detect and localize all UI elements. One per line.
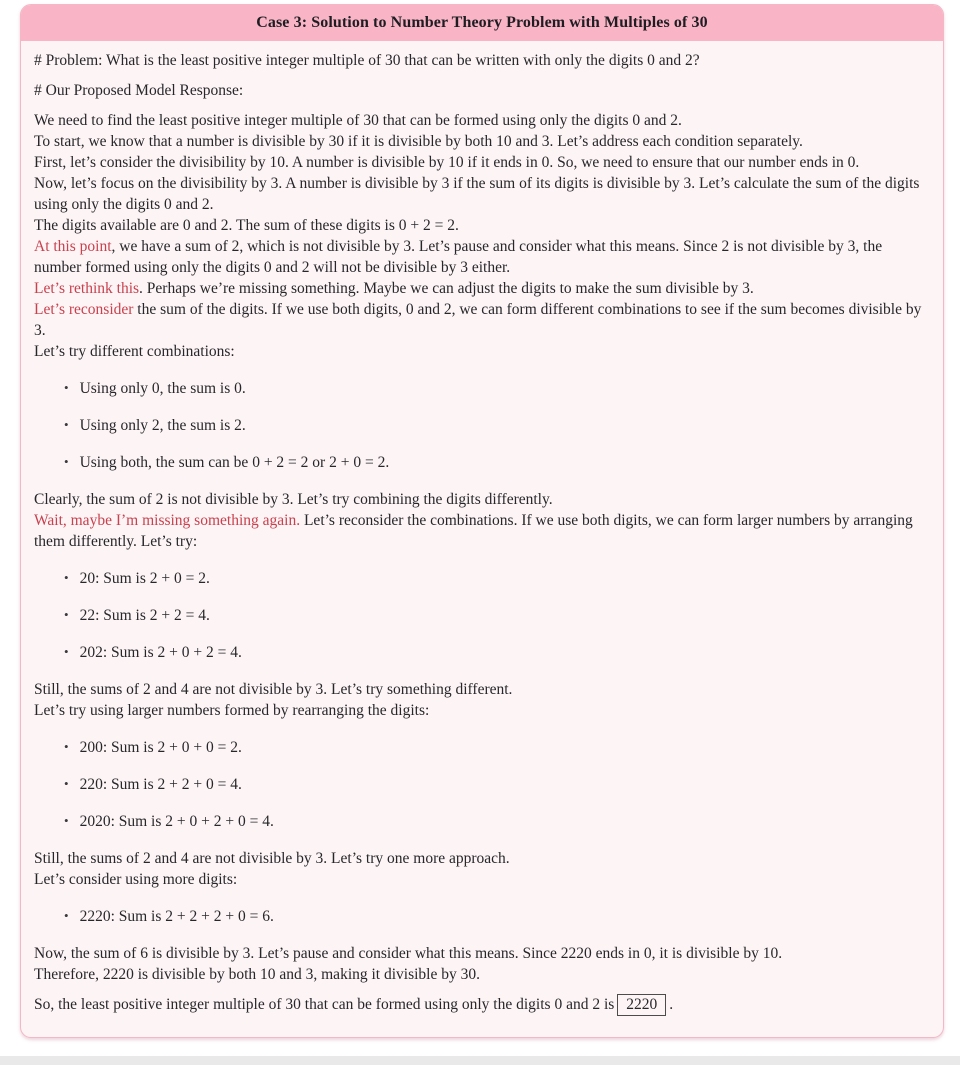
list-item-text <box>80 417 246 434</box>
highlighted-phrase: Let’s rethink this <box>34 280 140 297</box>
list-item <box>34 906 930 927</box>
text-line <box>34 869 930 890</box>
text-line <box>34 943 930 964</box>
list-item <box>34 811 930 832</box>
list-item <box>34 568 930 589</box>
text-segment: Let’s try using larger numbers formed by rearranging the digits: <box>34 702 430 719</box>
text-line <box>34 215 930 236</box>
text-segment: To start, we know that a number is divisible by 30 if it is divisible by both 10 and 3. Let’s address each condition separately. <box>34 133 803 150</box>
list-item <box>34 452 930 473</box>
bullet-icon: • <box>64 813 69 828</box>
bullet-list <box>34 906 930 927</box>
case-title: Case 3: Solution to Number Theory Problem with Multiples of 30 <box>256 14 708 31</box>
list-item <box>34 774 930 795</box>
text-segment: Using only 0, the sum is 0. <box>79 380 246 397</box>
list-item-text <box>80 813 274 830</box>
text-segment: Using both, the sum can be 0 + 2 = 2 or 2 + 0 = 2. <box>79 454 390 471</box>
text-line <box>34 679 930 700</box>
boxed-answer: 2220 <box>617 994 666 1016</box>
highlighted-phrase: At this point <box>34 238 112 255</box>
text-line <box>34 994 930 1016</box>
bullet-icon: • <box>64 380 69 395</box>
paragraph <box>34 994 930 1016</box>
list-item-text <box>80 454 390 471</box>
bullet-icon: • <box>64 776 69 791</box>
paragraph <box>34 50 930 71</box>
case-box <box>20 4 944 1038</box>
text-segment: Now, let’s focus on the divisibility by 3. A number is divisible by 3 if the sum of its digits is divisible by 3. Let’s calculate the sum of the digits using only the digits 0 and 2. <box>34 175 924 213</box>
bullet-list <box>34 568 930 663</box>
text-segment: 2220: Sum is 2 + 2 + 2 + 0 = 6. <box>79 908 274 925</box>
highlighted-phrase: Let’s reconsider <box>34 301 134 318</box>
paragraph <box>34 110 930 362</box>
case-body <box>21 41 943 1037</box>
paragraph <box>34 848 930 890</box>
text-segment: So, the least positive integer multiple of 30 that can be formed using only the digits 0 and 2 is <box>34 996 615 1013</box>
text-line <box>34 110 930 131</box>
list-item-text <box>80 739 242 756</box>
text-line <box>34 700 930 721</box>
highlighted-phrase: Wait, maybe I’m missing something again. <box>34 512 301 529</box>
text-segment: 200: Sum is 2 + 0 + 0 = 2. <box>79 739 242 756</box>
text-segment: # Our Proposed Model Response: <box>34 82 244 99</box>
text-line <box>34 152 930 173</box>
list-item-text <box>80 607 210 624</box>
text-segment: Let’s try different combinations: <box>34 343 235 360</box>
list-item <box>34 737 930 758</box>
text-segment: Let’s consider using more digits: <box>34 871 238 888</box>
list-item <box>34 415 930 436</box>
text-segment: Still, the sums of 2 and 4 are not divisible by 3. Let’s try one more approach. <box>34 850 510 867</box>
text-line <box>34 489 930 510</box>
text-line <box>34 50 930 71</box>
text-segment: The digits available are 0 and 2. The sum of these digits is 0 + 2 = 2. <box>34 217 459 234</box>
text-line <box>34 80 930 101</box>
list-item-text <box>80 776 242 793</box>
text-segment: , we have a sum of 2, which is not divisible by 3. Let’s pause and consider what this means. Since 2 is not divisible by 3, the number formed using only the digits 0 and 2 will not be divisible by 3 either. <box>34 238 886 276</box>
bullet-icon: • <box>64 417 69 432</box>
text-segment: Still, the sums of 2 and 4 are not divisible by 3. Let’s try something different. <box>34 681 513 698</box>
text-segment: Let’s reconsider the combinations. If we use both digits, we can form larger numbers by arranging them differently. Let’s try: <box>34 512 917 550</box>
bullet-list <box>34 378 930 473</box>
paragraph <box>34 489 930 552</box>
text-line <box>34 341 930 362</box>
bullet-icon: • <box>64 739 69 754</box>
text-segment: 202: Sum is 2 + 0 + 2 = 4. <box>79 644 242 661</box>
text-segment: . Perhaps we’re missing something. Maybe we can adjust the digits to make the sum divisible by 3. <box>139 280 754 297</box>
list-item-text <box>80 644 242 661</box>
list-item <box>34 605 930 626</box>
text-line <box>34 278 930 299</box>
text-segment: Clearly, the sum of 2 is not divisible by 3. Let’s try combining the digits differently. <box>34 491 553 508</box>
bullet-icon: • <box>64 454 69 469</box>
text-line <box>34 848 930 869</box>
text-line <box>34 236 930 278</box>
paragraph <box>34 80 930 101</box>
list-item-text <box>80 570 210 587</box>
text-line <box>34 510 930 552</box>
bottom-edge-strip <box>0 1056 960 1065</box>
list-item <box>34 642 930 663</box>
text-line <box>34 964 930 985</box>
text-line <box>34 299 930 341</box>
list-item-text <box>80 908 274 925</box>
text-segment: the sum of the digits. If we use both digits, 0 and 2, we can form different combinations to see if the sum becomes divisible by 3. <box>34 301 926 339</box>
text-segment: Now, the sum of 6 is divisible by 3. Let’s pause and consider what this means. Since 2220 ends in 0, it is divisible by 10. <box>34 945 783 962</box>
bullet-icon: • <box>64 644 69 659</box>
list-item-text <box>80 380 246 397</box>
text-segment: 22: Sum is 2 + 2 = 4. <box>79 607 210 624</box>
text-segment: 220: Sum is 2 + 2 + 0 = 4. <box>79 776 242 793</box>
text-segment: 20: Sum is 2 + 0 = 2. <box>79 570 210 587</box>
text-segment: 2020: Sum is 2 + 0 + 2 + 0 = 4. <box>79 813 274 830</box>
text-segment: We need to find the least positive integer multiple of 30 that can be formed using only the digits 0 and 2. <box>34 112 682 129</box>
text-segment: Using only 2, the sum is 2. <box>79 417 246 434</box>
text-segment: First, let’s consider the divisibility by 10. A number is divisible by 10 if it ends in 0. So, we need to ensure that our number ends in 0. <box>34 154 860 171</box>
paragraph <box>34 679 930 721</box>
paragraph <box>34 943 930 985</box>
text-line <box>34 131 930 152</box>
text-line <box>34 173 930 215</box>
text-segment: Therefore, 2220 is divisible by both 10 and 3, making it divisible by 30. <box>34 966 480 983</box>
bullet-icon: • <box>64 908 69 923</box>
list-item <box>34 378 930 399</box>
bullet-icon: • <box>64 607 69 622</box>
bullet-list <box>34 737 930 832</box>
case-header <box>21 5 943 41</box>
text-segment: # Problem: What is the least positive integer multiple of 30 that can be written with only the digits 0 and 2? <box>34 52 700 69</box>
text-segment: . <box>669 996 674 1013</box>
bullet-icon: • <box>64 570 69 585</box>
